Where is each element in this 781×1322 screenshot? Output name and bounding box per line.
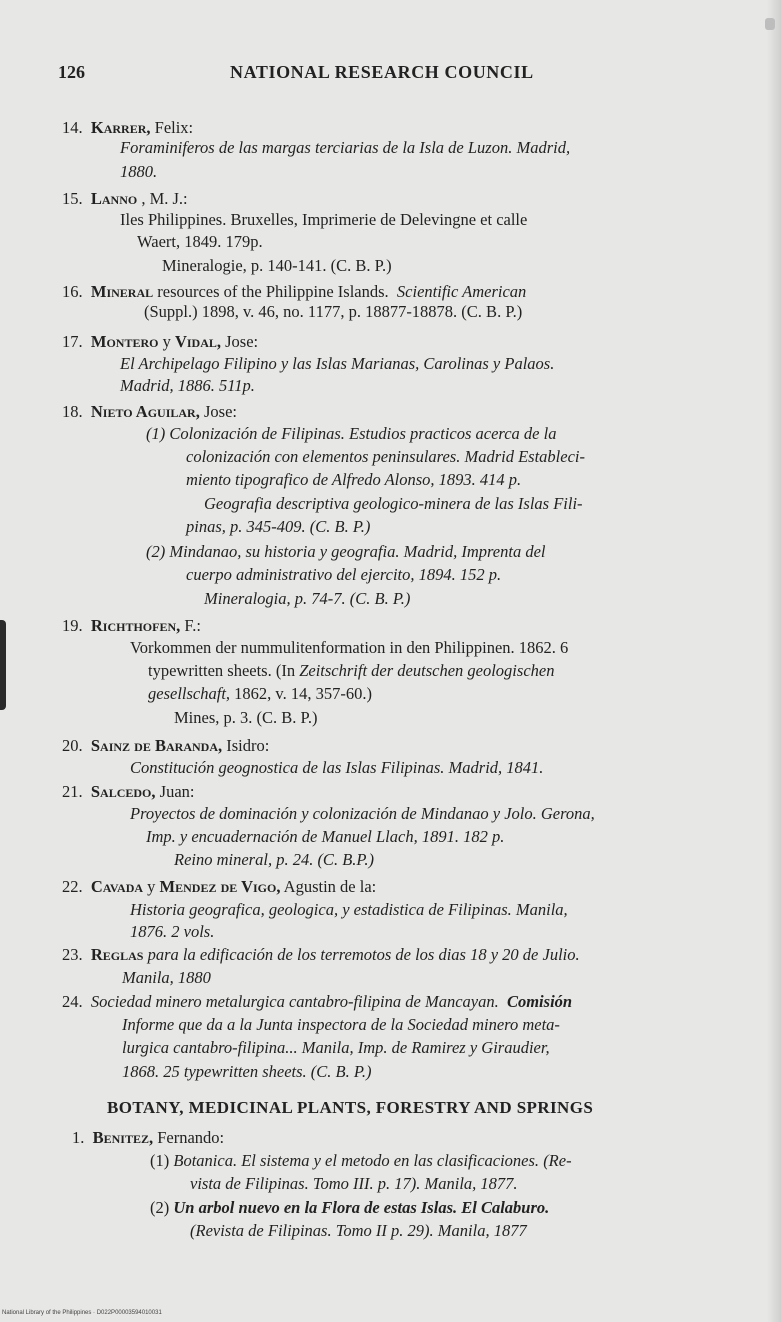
entry-19-line: typewritten sheets. (In Zeitschrift der deutschen geologischen <box>148 661 555 680</box>
entry-24-heading: 24. Sociedad minero metalurgica cantabro-filipina de Mancayan. Comisión <box>62 992 573 1011</box>
entry-14-line: Foraminiferos de las margas terciarias de la Isla de Luzon. Madrid, <box>120 138 571 157</box>
entry-19-line: gesellschaft, 1862, v. 14, 357-60.) <box>148 684 372 703</box>
entry-18-line: cuerpo administrativo del ejercito, 1894. 152 p. <box>186 565 502 584</box>
entry-23-heading: 23. Reglas para la edificación de los terremotos de los dias 18 y 20 de Julio. <box>62 945 580 964</box>
entry-14-heading: 14. Karrer, Felix: <box>62 118 194 137</box>
entry-17-heading: 17. Montero y Vidal, Jose: <box>62 332 259 351</box>
running-title: NATIONAL RESEARCH COUNCIL <box>230 62 534 82</box>
botany-entry-1-line: (2) Un arbol nuevo en la Flora de estas Islas. El Calaburo. <box>150 1198 550 1217</box>
entry-23-line: Manila, 1880 <box>122 968 211 987</box>
botany-entry-1-heading: 1. Benitez, Fernando: <box>72 1128 225 1147</box>
entry-22-heading: 22. Cavada y Mendez de Vigo, Agustin de la: <box>62 877 377 896</box>
entry-19-line: Vorkommen der nummulitenformation in den Philippinen. 1862. 6 <box>130 638 569 657</box>
entry-17-line: Madrid, 1886. 511p. <box>120 376 255 395</box>
entry-18-line: Geografia descriptiva geologico-minera de las Islas Fili- <box>204 494 583 513</box>
page-edge-shadow <box>767 0 781 1322</box>
entry-24-line: Informe que da a la Junta inspectora de la Sociedad minero meta- <box>122 1015 560 1034</box>
entry-18-line: Mineralogia, p. 74-7. (C. B. P.) <box>204 589 411 608</box>
botany-entry-1-line: (Revista de Filipinas. Tomo II p. 29). Manila, 1877 <box>190 1221 527 1240</box>
entry-18-line: pinas, p. 345-409. (C. B. P.) <box>186 517 371 536</box>
entry-21-heading: 21. Salcedo, Juan: <box>62 782 195 801</box>
page-number: 126 <box>58 62 85 82</box>
entry-20-line: Constitución geognostica de las Islas Filipinas. Madrid, 1841. <box>130 758 544 777</box>
entry-15-line: Waert, 1849. 179p. <box>137 232 263 251</box>
entry-16-line: (Suppl.) 1898, v. 46, no. 1177, p. 18877-18878. (C. B. P.) <box>144 302 523 321</box>
entry-20-heading: 20. Sainz de Baranda, Isidro: <box>62 736 270 755</box>
entry-21-line: Proyectos de dominación y colonización de Mindanao y Jolo. Gerona, <box>130 804 595 823</box>
binding-mark <box>0 620 6 710</box>
page-header <box>58 62 738 88</box>
entry-18-heading: 18. Nieto Aguilar, Jose: <box>62 402 237 421</box>
entry-16-heading: 16. Mineral resources of the Philippine Islands. Scientific American <box>62 282 527 301</box>
entry-15-heading: 15. Lanno , M. J.: <box>62 189 188 208</box>
corner-mark <box>765 18 775 30</box>
entry-21-line: Imp. y encuadernación de Manuel Llach, 1891. 182 p. <box>146 827 505 846</box>
entry-19-line: Mines, p. 3. (C. B. P.) <box>174 708 318 727</box>
entry-18-line: miento tipografico de Alfredo Alonso, 1893. 414 p. <box>186 470 522 489</box>
entry-17-line: El Archipelago Filipino y las Islas Marianas, Carolinas y Palaos. <box>120 354 555 373</box>
entry-18-line: colonización con elementos peninsulares. Madrid Estableci- <box>186 447 585 466</box>
entry-15-line: Iles Philippines. Bruxelles, Imprimerie de Delevingne et calle <box>120 210 528 229</box>
entry-21-line: Reino mineral, p. 24. (C. B.P.) <box>174 850 374 869</box>
entry-22-line: Historia geografica, geologica, y estadistica de Filipinas. Manila, <box>130 900 568 919</box>
section-heading: BOTANY, MEDICINAL PLANTS, FORESTRY AND SPRINGS <box>107 1098 594 1117</box>
entry-15-line: Mineralogie, p. 140-141. (C. B. P.) <box>162 256 392 275</box>
entry-18-line: (1) Colonización de Filipinas. Estudios practicos acerca de la <box>146 424 557 443</box>
entry-18-line: (2) Mindanao, su historia y geografia. Madrid, Imprenta del <box>146 542 546 561</box>
entry-24-line: lurgica cantabro-filipina... Manila, Imp. de Ramirez y Giraudier, <box>122 1038 550 1057</box>
botany-entry-1-line: vista de Filipinas. Tomo III. p. 17). Manila, 1877. <box>190 1174 518 1193</box>
entry-19-heading: 19. Richthofen, F.: <box>62 616 201 635</box>
entry-24-line: 1868. 25 typewritten sheets. (C. B. P.) <box>122 1062 372 1081</box>
scan-footer: National Library of the Philippines · D022P00003594010031 <box>2 1310 162 1316</box>
botany-entry-1-line: (1) Botanica. El sistema y el metodo en las clasificaciones. (Re- <box>150 1151 572 1170</box>
entry-14-line: 1880. <box>120 162 158 181</box>
entry-22-line: 1876. 2 vols. <box>130 922 215 941</box>
